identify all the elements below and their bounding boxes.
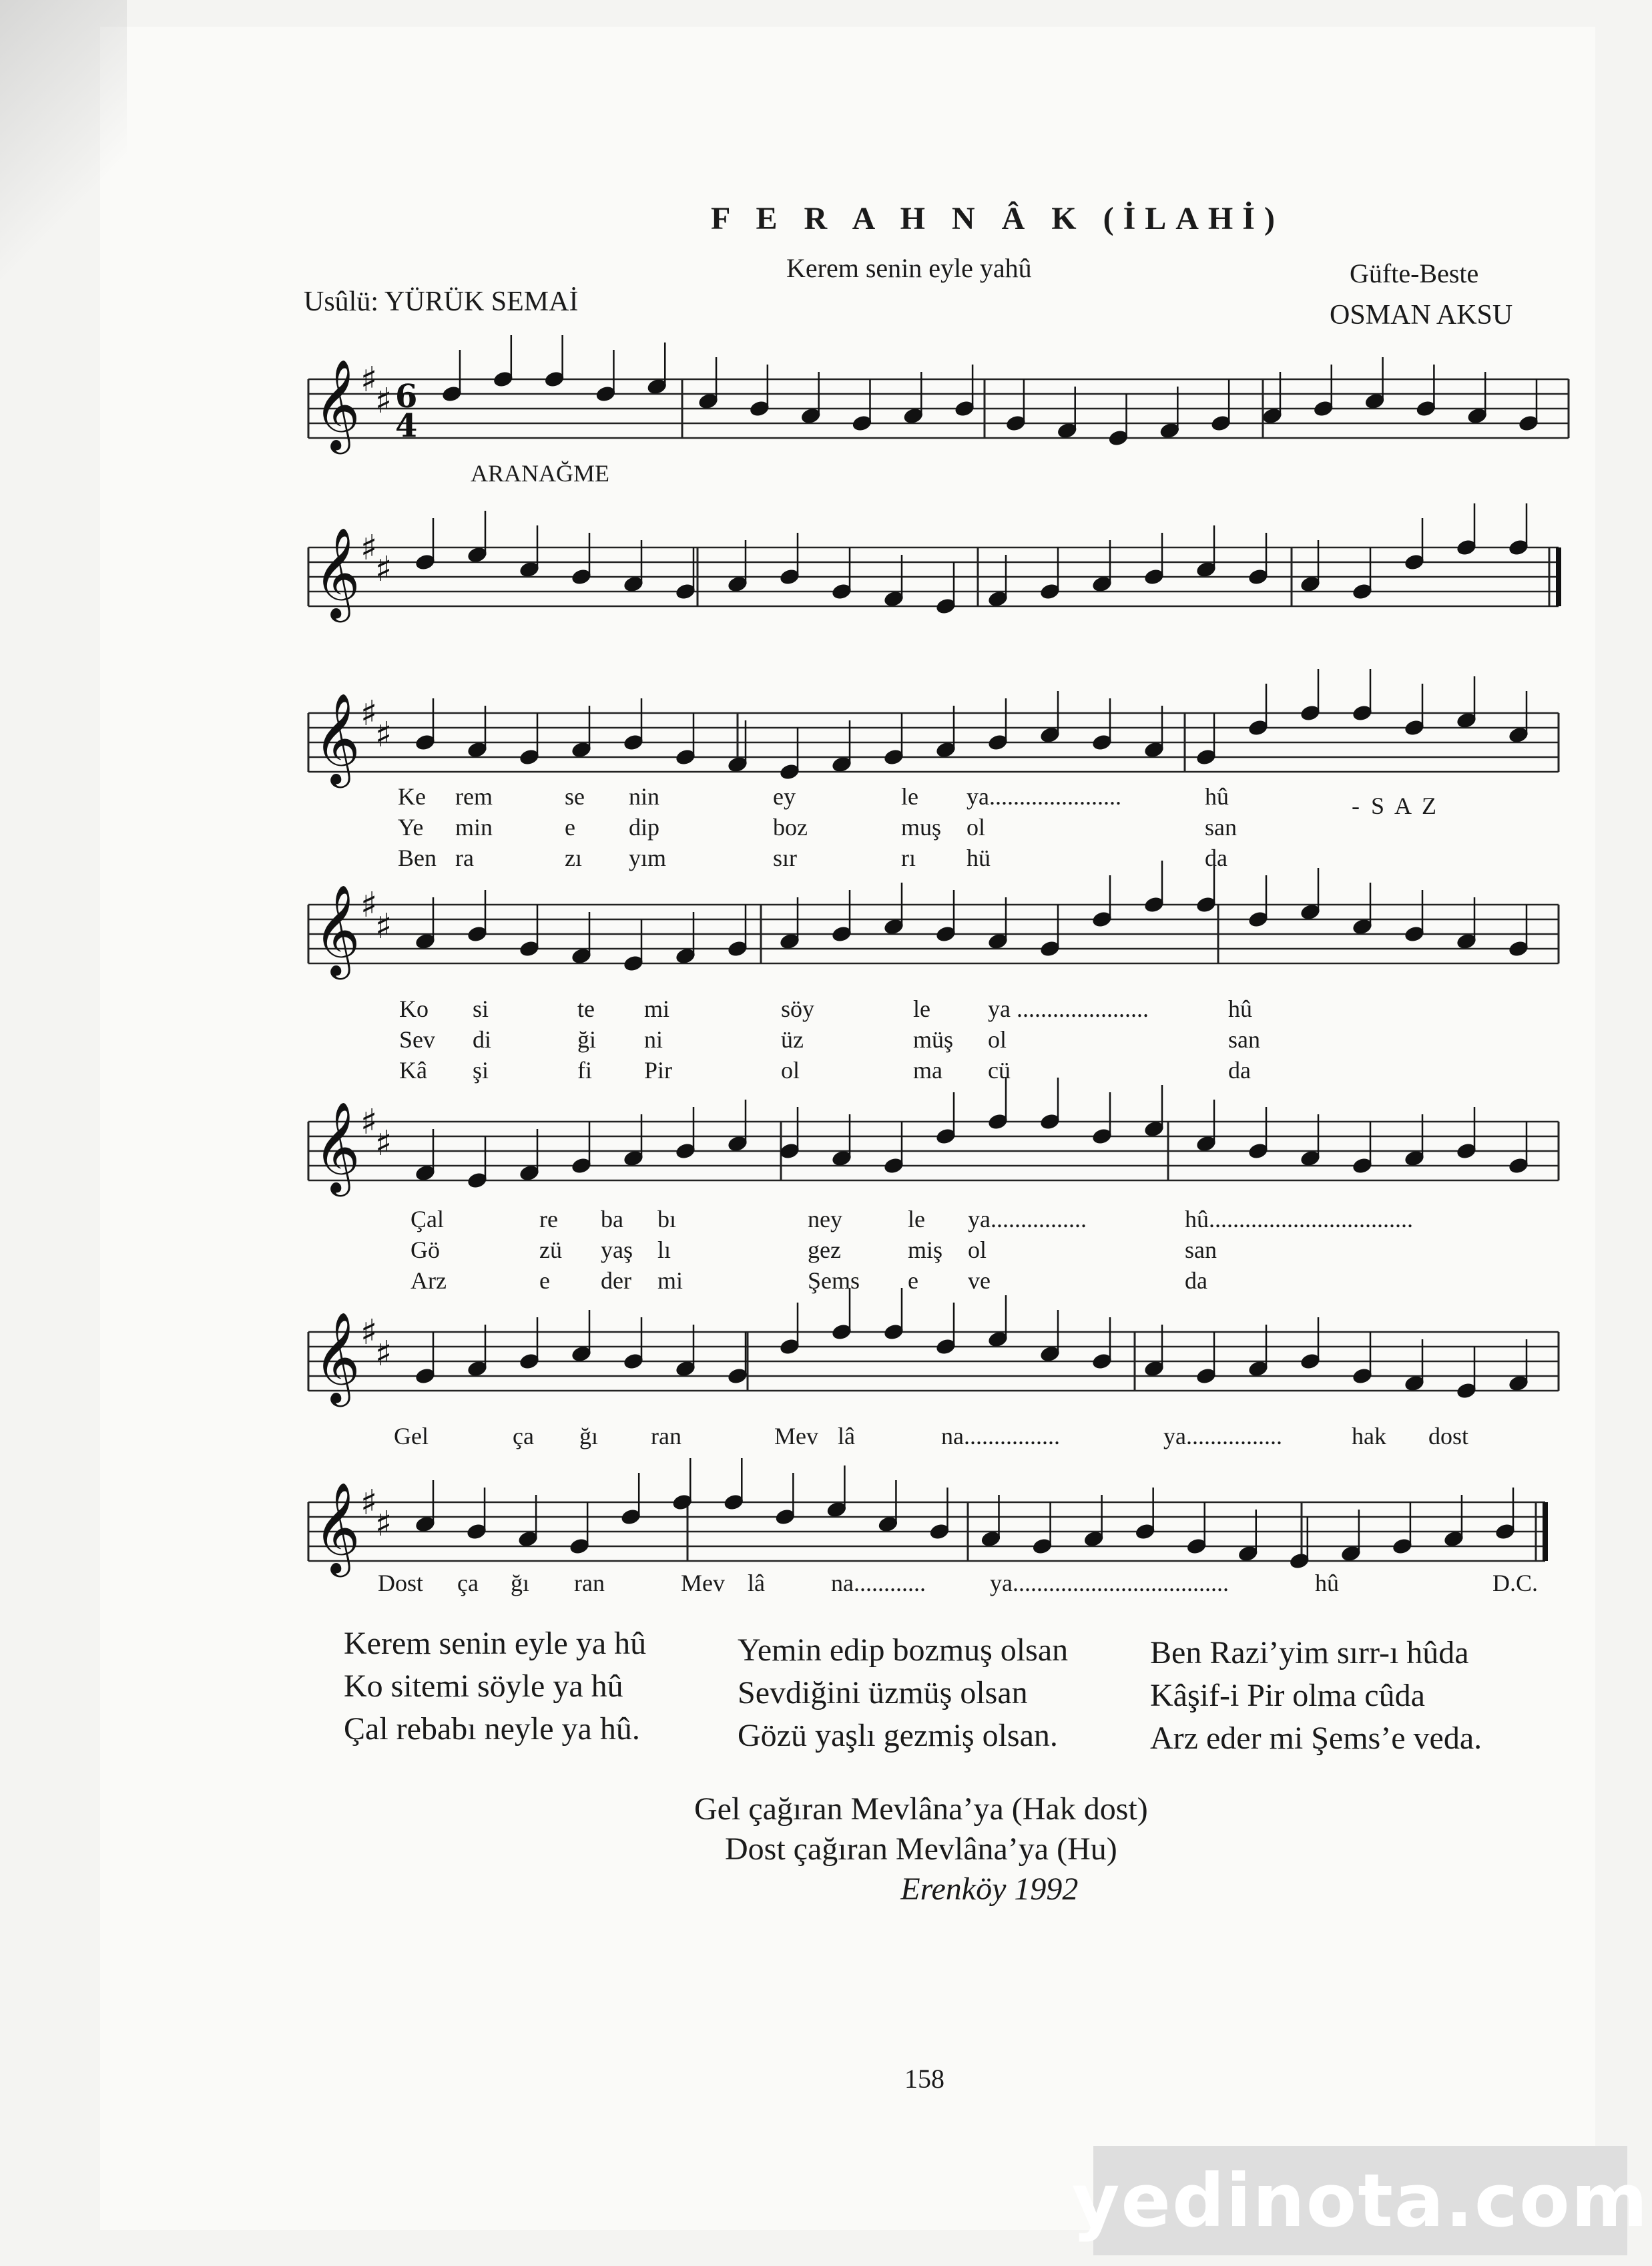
sharp-icon: ♯ xyxy=(360,1313,378,1353)
sharp-icon: ♯ xyxy=(375,549,392,590)
lyric-syllable: miş xyxy=(908,1236,943,1263)
lyric-syllable: min xyxy=(455,814,493,841)
lyric-syllable: e xyxy=(908,1267,918,1294)
lyric-syllable: ve xyxy=(968,1267,991,1294)
lyric-syllable: e xyxy=(539,1267,550,1294)
lyric-syllable: nin xyxy=(629,783,660,810)
usul-label: Usûlü: YÜRÜK SEMAİ xyxy=(304,286,579,317)
lyric-syllable: fi xyxy=(577,1057,592,1084)
sharp-icon: ♯ xyxy=(360,1483,378,1523)
lyric-syllable: ya.................................... xyxy=(990,1570,1229,1596)
lyric-syllable: ği xyxy=(577,1026,597,1053)
lyric-syllable: mi xyxy=(644,995,670,1022)
lyric-syllable: ya...................... xyxy=(967,783,1121,810)
lyric-syllable: hak xyxy=(1352,1423,1386,1449)
lyric-syllable: ol xyxy=(988,1026,1007,1053)
place-date: Erenköy 1992 xyxy=(900,1871,1079,1907)
verse-line: Yemin edip bozmuş olsan xyxy=(738,1632,1069,1668)
verse-column-1 xyxy=(344,1622,646,1751)
lyric-syllable: ğı xyxy=(511,1570,530,1596)
lyric-syllable: cü xyxy=(988,1057,1011,1084)
refrain-line: Dost çağıran Mevlâna’ya (Hu) xyxy=(724,1831,1117,1867)
verse-line: Kerem senin eyle ya hû xyxy=(344,1626,647,1661)
lyric-syllable: ni xyxy=(644,1026,663,1053)
lyric-syllable: ol xyxy=(967,814,986,841)
lyric-syllable: üz xyxy=(781,1026,804,1053)
lyric-syllable: Kâ xyxy=(399,1057,427,1084)
lyric-syllable: e xyxy=(565,814,575,841)
watermark: yedinota.com xyxy=(1093,2146,1627,2255)
lyric-syllable: ya................ xyxy=(968,1206,1087,1232)
lyric-syllable: le xyxy=(913,995,930,1022)
lyric-syllable: zü xyxy=(539,1236,562,1263)
sharp-icon: ♯ xyxy=(360,694,378,734)
lyric-syllable: le xyxy=(908,1206,925,1232)
lyric-syllable: si xyxy=(473,995,489,1022)
lyric-syllable: ran xyxy=(574,1570,605,1596)
sharp-icon: ♯ xyxy=(360,1102,378,1142)
piece-subtitle: Kerem senin eyle yahû xyxy=(786,253,1032,283)
lyric-syllable: muş xyxy=(901,814,942,841)
lyric-syllable: na............ xyxy=(831,1570,926,1596)
lyric-syllable: söy xyxy=(781,995,815,1022)
lyric-syllable: rem xyxy=(455,783,493,810)
lyric-syllable: dip xyxy=(629,814,660,841)
sharp-icon: ♯ xyxy=(375,907,392,947)
treble-clef-icon: 𝄞 xyxy=(314,692,360,784)
lyric-syllable: da xyxy=(1228,1057,1251,1084)
lyric-syllable: ça xyxy=(513,1423,534,1449)
lyric-syllable: ya ...................... xyxy=(988,995,1149,1022)
lyric-syllable: hû xyxy=(1205,783,1229,810)
saz-label: - S A Z xyxy=(1352,792,1440,819)
lyric-syllable: da xyxy=(1185,1267,1207,1294)
lyric-syllable: Çal xyxy=(410,1206,444,1232)
lyric-syllable: ğı xyxy=(579,1423,599,1449)
lyric-syllable: müş xyxy=(913,1026,954,1053)
treble-clef-icon: 𝄞 xyxy=(314,358,360,450)
composer-role: Güfte-Beste xyxy=(1350,258,1479,288)
lyric-syllable: yaş xyxy=(601,1236,633,1263)
verse-line: Çal rebabı neyle ya hû. xyxy=(344,1711,640,1747)
dc-label: D.C. xyxy=(1492,1570,1539,1596)
time-signature-bottom: 4 xyxy=(395,407,418,445)
verse-column-2 xyxy=(738,1629,1068,1757)
sharp-icon: ♯ xyxy=(375,1504,392,1544)
piece-title: F E R A H N Â K (İLAHİ) xyxy=(711,201,1284,236)
lyric-syllable: Şems xyxy=(808,1267,860,1294)
lyric-syllable: da xyxy=(1205,845,1227,871)
lyric-syllable: ma xyxy=(913,1057,942,1084)
lyric-syllable: hû.................................. xyxy=(1185,1206,1413,1232)
lyric-syllable: ol xyxy=(968,1236,987,1263)
lyric-syllable: di xyxy=(473,1026,492,1053)
lyric-syllable: Ke xyxy=(398,783,426,810)
lyric-syllable: bı xyxy=(657,1206,677,1232)
verse-line: Sevdiğini üzmüş olsan xyxy=(738,1675,1028,1711)
lyric-syllable: Gel xyxy=(394,1423,429,1449)
verse-column-3 xyxy=(1150,1632,1482,1760)
treble-clef-icon: 𝄞 xyxy=(314,1311,360,1403)
lyric-syllable: Dost xyxy=(378,1570,424,1596)
time-signature-top: 6 xyxy=(395,378,418,415)
lyric-syllable: ney xyxy=(808,1206,842,1232)
treble-clef-icon: 𝄞 xyxy=(314,526,360,618)
lyric-syllable: Ben xyxy=(398,845,437,871)
lyric-syllable: ya................ xyxy=(1163,1423,1282,1449)
lyric-syllable: hû xyxy=(1315,1570,1339,1596)
lyric-syllable: Pir xyxy=(644,1057,673,1084)
lyric-syllable: Ko xyxy=(399,995,429,1022)
refrain-block xyxy=(694,1789,1148,1909)
verse-line: Ko sitemi söyle ya hû xyxy=(344,1668,623,1704)
lyric-syllable: te xyxy=(577,995,595,1022)
lyric-syllable: mi xyxy=(657,1267,683,1294)
lyric-syllable: le xyxy=(901,783,918,810)
verse-line: Gözü yaşlı gezmiş olsan. xyxy=(738,1718,1058,1753)
lyric-syllable: rı xyxy=(901,845,916,871)
verse-line: Kâşif-i Pir olma cûda xyxy=(1150,1678,1425,1713)
sharp-icon: ♯ xyxy=(360,528,378,568)
verse-line: Ben Razi’yim sırr-ı hûda xyxy=(1150,1635,1469,1670)
lyric-syllable: yım xyxy=(629,845,667,871)
lyric-syllable: Sev xyxy=(399,1026,435,1053)
lyric-syllable: boz xyxy=(773,814,808,841)
lyric-syllable: ça xyxy=(457,1570,479,1596)
treble-clef-icon: 𝄞 xyxy=(314,1100,360,1192)
lyric-syllable: ba xyxy=(601,1206,623,1232)
treble-clef-icon: 𝄞 xyxy=(314,1481,360,1573)
lyric-syllable: gez xyxy=(808,1236,841,1263)
refrain-line: Gel çağıran Mevlâna’ya (Hak dost) xyxy=(694,1791,1148,1827)
lyric-syllable: ra xyxy=(455,845,474,871)
lyric-syllable: Arz xyxy=(410,1267,447,1294)
sharp-icon: ♯ xyxy=(375,381,392,421)
lyric-syllable: se xyxy=(565,783,585,810)
sharp-icon: ♯ xyxy=(360,360,378,400)
lyric-syllable: ol xyxy=(781,1057,800,1084)
sharp-icon: ♯ xyxy=(375,1124,392,1164)
lyric-syllable: şi xyxy=(473,1057,489,1084)
composer-name: OSMAN AKSU xyxy=(1330,300,1513,330)
lyric-syllable: lı xyxy=(657,1236,671,1263)
treble-clef-icon: 𝄞 xyxy=(314,883,360,975)
sharp-icon: ♯ xyxy=(375,715,392,755)
lyric-syllable: ey xyxy=(773,783,796,810)
lyric-syllable: Mev xyxy=(681,1570,725,1596)
sharp-icon: ♯ xyxy=(375,1334,392,1374)
aranagme-label: ARANAĞME xyxy=(471,460,610,487)
lyric-syllable: der xyxy=(601,1267,631,1294)
lyric-syllable: lâ xyxy=(838,1423,855,1449)
lyric-syllable: hû xyxy=(1228,995,1252,1022)
sharp-icon: ♯ xyxy=(360,885,378,925)
page-number: 158 xyxy=(904,2064,944,2094)
lyric-syllable: dost xyxy=(1428,1423,1469,1449)
lyric-syllable: san xyxy=(1228,1026,1260,1053)
lyric-syllable: sır xyxy=(773,845,797,871)
lyric-syllable: na................ xyxy=(941,1423,1060,1449)
lyric-syllable: zı xyxy=(565,845,582,871)
lyric-syllable: Mev xyxy=(774,1423,818,1449)
lyric-syllable: lâ xyxy=(748,1570,765,1596)
lyric-syllable: Gö xyxy=(410,1236,440,1263)
lyric-syllable: san xyxy=(1185,1236,1217,1263)
lyric-syllable: Ye xyxy=(398,814,424,841)
verse-line: Arz eder mi Şems’e veda. xyxy=(1150,1721,1482,1756)
lyric-syllable: re xyxy=(539,1206,558,1232)
lyric-syllable: san xyxy=(1205,814,1237,841)
lyric-syllable: hü xyxy=(967,845,991,871)
lyric-syllable: ran xyxy=(651,1423,681,1449)
